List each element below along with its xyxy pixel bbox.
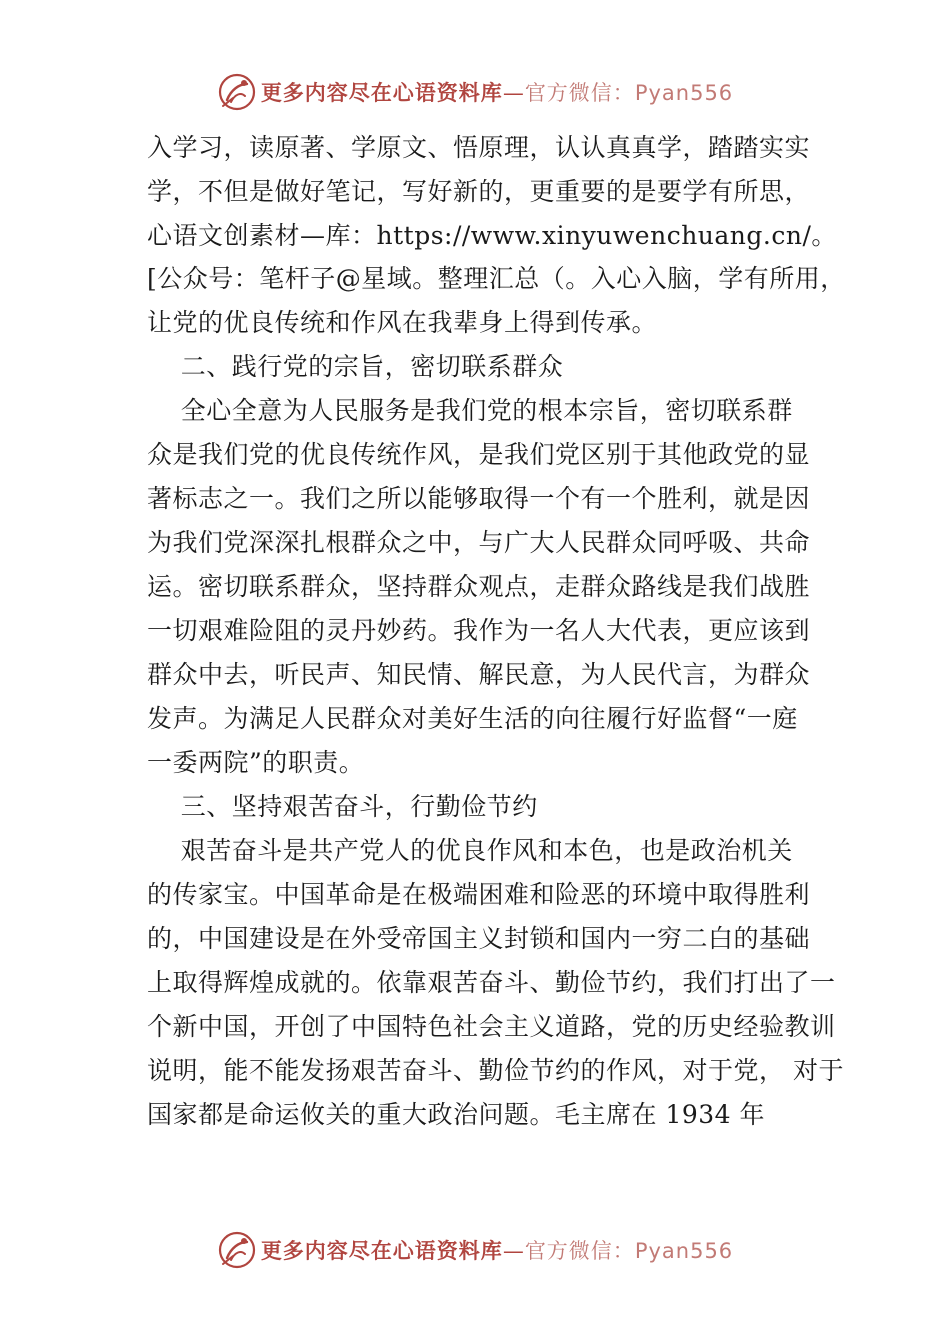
body-line: 上取得辉煌成就的。依靠艰苦奋斗、勤俭节约，我们打出了一 [147, 968, 836, 997]
body-line: 的，中国建设是在外受帝国主义封锁和国内一穷二白的基础 [147, 924, 811, 953]
body-line: 运。密切联系群众，坚持群众观点，走群众路线是我们战胜 [147, 572, 811, 601]
body-line: 学，不但是做好笔记，写好新的，更重要的是要学有所思， [147, 177, 811, 206]
body-line: 个新中国，开创了中国特色社会主义道路，党的历史经验教训 [147, 1012, 836, 1041]
banner-title: 更多内容尽在心语资料库 [260, 1239, 503, 1263]
body-line: 为我们党深深扎根群众之中，与广大人民群众同呼吸、共命 [147, 528, 811, 557]
body-line: 一委两院”的职责。 [147, 748, 365, 777]
body-line: 入学习，读原著、学原文、悟原理，认认真真学，踏踏实实 [147, 133, 811, 162]
body-line: 的传家宝。中国革命是在极端困难和险恶的环境中取得胜利 [147, 880, 811, 909]
stylized-figure-logo-icon [217, 72, 257, 112]
body-line: 群众中去，听民声、知民情、解民意，为人民代言，为群众 [147, 660, 811, 689]
body-line: 著标志之一。我们之所以能够取得一个有一个胜利，就是因 [147, 484, 811, 513]
body-line: 发声。为满足人民群众对美好生活的向往履行好监督“一庭 [147, 704, 798, 733]
body-line: 让党的优良传统和作风在我辈身上得到传承。 [147, 308, 658, 337]
banner-separator: — [502, 1239, 525, 1263]
footer-banner [0, 1226, 950, 1274]
stylized-figure-logo-icon [217, 1230, 257, 1270]
banner-wechat-id: Pyan556 [634, 81, 734, 105]
banner-wechat-label: 官方微信： [524, 81, 635, 105]
body-line: 国家都是命运攸关的重大政治问题。毛主席在 1934 年 [147, 1100, 766, 1129]
body-line: 全心全意为人民服务是我们党的根本宗旨，密切联系群 [147, 396, 793, 425]
body-line: 众是我们党的优良传统作风，是我们党区别于其他政党的显 [147, 440, 811, 469]
banner-wechat-label: 官方微信： [524, 1239, 635, 1263]
body-line: 一切艰难险阻的灵丹妙药。我作为一名人大代表，更应该到 [147, 616, 811, 645]
body-line: 说明，能不能发扬艰苦奋斗、勤俭节约的作风，对于党， 对于 [147, 1056, 844, 1085]
section-heading: 三、坚持艰苦奋斗，行勤俭节约 [147, 792, 538, 821]
header-banner [0, 68, 950, 116]
body-line: 心语文创素材—库：https://www.xinyuwenchuang.cn/。 [147, 221, 837, 250]
body-line: 艰苦奋斗是共产党人的优良作风和本色，也是政治机关 [147, 836, 793, 865]
banner-separator: — [502, 81, 525, 105]
body-line: [公众号：笔杆子@星域。整理汇总（。入心入脑，学有所用， [147, 264, 846, 293]
section-heading: 二、践行党的宗旨，密切联系群众 [147, 352, 564, 381]
banner-title: 更多内容尽在心语资料库 [260, 81, 503, 105]
banner-wechat-id: Pyan556 [634, 1239, 734, 1263]
